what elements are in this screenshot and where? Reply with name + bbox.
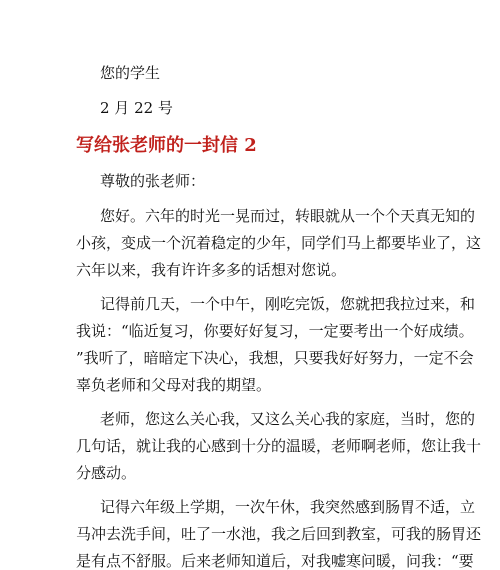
salutation: 尊敬的张老师： [100,172,206,190]
paragraph-2-line-3: ”我听了，暗暗定下决心，我想，只要我好好努力，一定不会 [76,349,474,367]
paragraph-2-line-4: 辜负老师和父母对我的期望。 [76,376,272,394]
paragraph-2-line-1: 记得前几天，一个中午，刚吃完饭，您就把我拉过来，和 [100,295,476,313]
paragraph-4-line-3: 是有点不舒服。后来老师知道后，对我嘘寒问暖，问我：“要 [76,552,474,570]
paragraph-4-line-2: 马冲去洗手间，吐了一水池，我之后回到教室，可我的肠胃还 [76,525,482,543]
paragraph-1-line-2: 小孩，变成一个沉着稳定的少年，同学们马上都要毕业了，这 [76,234,482,252]
paragraph-3-line-3: 分感动。 [76,464,137,482]
signature-line: 您的学生 [100,64,161,82]
paragraph-4-line-1: 记得六年级上学期，一次午休，我突然感到肠胃不适，立 [100,498,476,516]
letter-title: 写给张老师的一封信 2 [76,135,257,156]
paragraph-3-line-1: 老师，您这么关心我，又这么关心我的家庭，当时，您的 [100,410,476,428]
paragraph-1-line-1: 您好。六年的时光一晃而过，转眼就从一个个天真无知的 [100,207,476,225]
paragraph-1-line-3: 六年以来，我有许许多多的话想对您说。 [76,261,347,279]
paragraph-3-line-2: 几句话，就让我的心感到十分的温暖，老师啊老师，您让我十 [76,437,482,455]
date-line: 2 月 22 号 [100,99,173,117]
paragraph-2-line-2: 我说：“临近复习，你要好好复习，一定要考出一个好成绩。 [76,322,474,340]
